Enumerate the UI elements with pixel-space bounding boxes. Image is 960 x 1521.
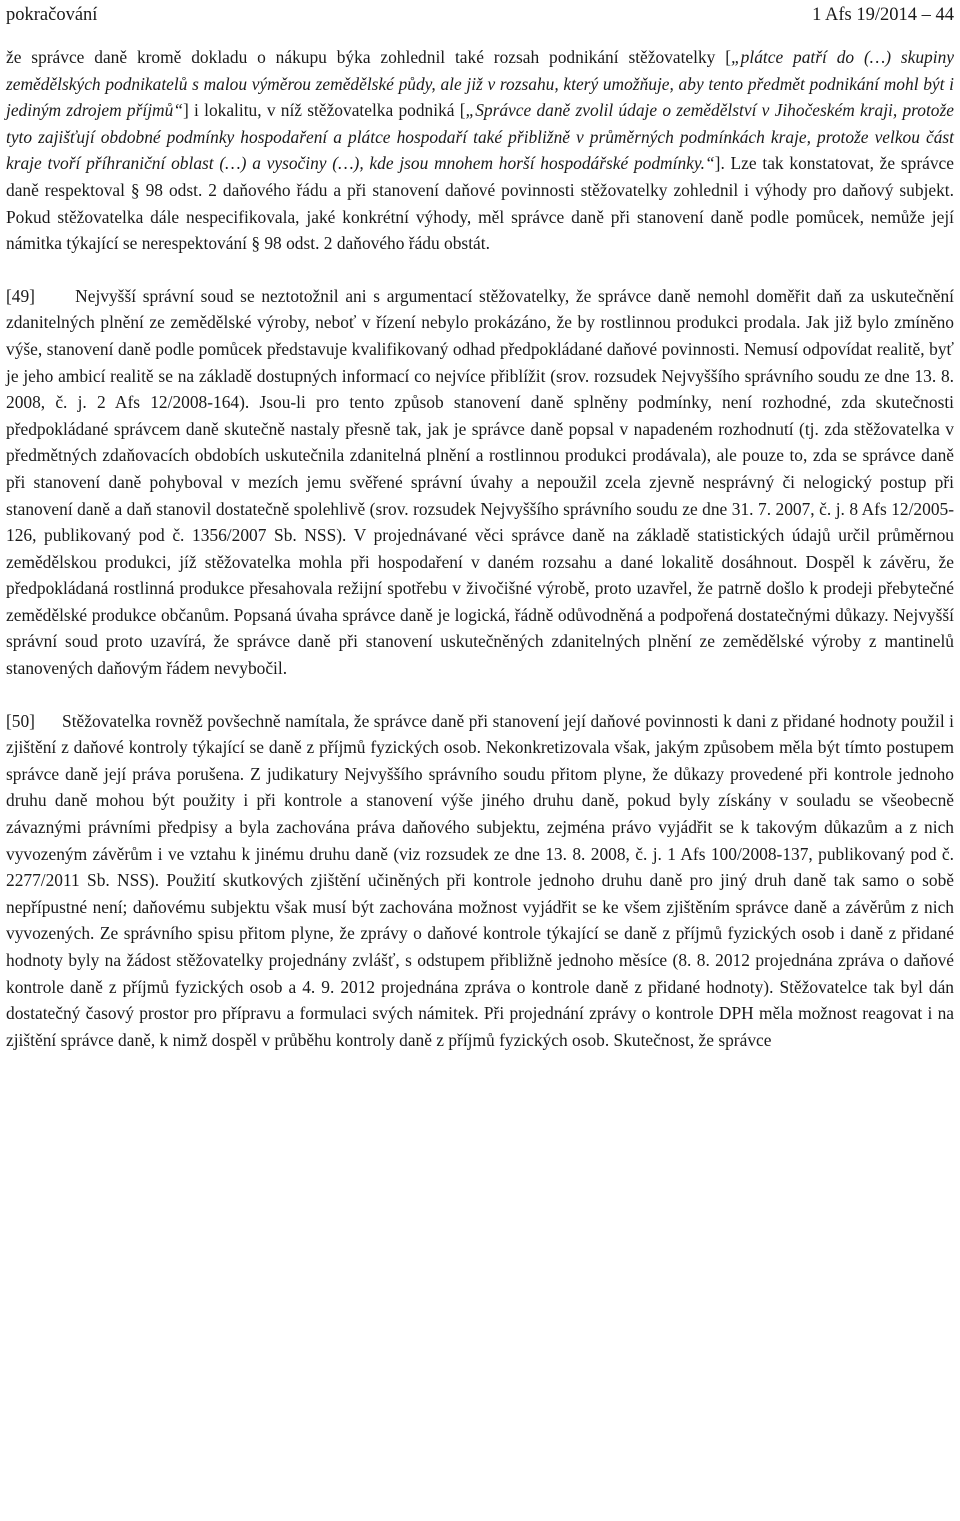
intro-text-1: že správce daně kromě dokladu o nákupu býka zohlednil také rozsah podnikání stěžovatelky [ [6, 47, 732, 67]
paragraph-number-49: [49] [6, 285, 35, 306]
intro-quote-1: „plátce patří do (…) skupiny zemědělských podnikatelů s malou výměrou zemědělské půdy, ale již v rozsahu, který umožňuje, aby tento předmět podnikání mohl být i jediným zdrojem příjmů“ [6, 47, 954, 121]
paragraph-50 [6, 708, 954, 1054]
header-case-number: 1 Afs 19/2014 – 44 [812, 5, 954, 25]
intro-text-3: ]. Lze tak konstatovat, že správce daně respektoval § 98 odst. 2 daňového řádu a při stanovení daňové povinnosti stěžovatelky zohlednil i výhody pro daňový subjekt. Pokud stěžovatelka dále nespecifikovala, jaké konkrétní výhody, měl správce daně při stanovení daně podle pomůcek, nemůže její námitka týkající se nerespektování § 98 odst. 2 daňového řádu obstát. [6, 153, 954, 254]
intro-quote-2: „Správce daně zvolil údaje o zemědělství v Jihočeském kraji, protože tyto zajišťují obdobné podmínky hospodaření a plátce hospodaří také přibližně v průměrných podmínkách kraje, protože velkou část kraje tvoří příhraniční oblast (…) a vysočiny (…), kde jsou mnohem horší hospodářské podmínky.“ [6, 100, 954, 174]
page-header [6, 0, 954, 30]
intro-text-2: ] i lokalitu, v níž stěžovatelka podniká [ [183, 100, 466, 121]
paragraph-49 [6, 283, 954, 682]
paragraph-50-text: Stěžovatelka rovněž povšechně namítala, že správce daně při stanovení její daňové povinnosti k dani z přidané hodnoty použil i zjištění z daňové kontroly týkající se daně z příjmů fyzických osob. Nekonkretizovala však, jakým způsobem měla být tímto postupem správce daně její práva porušena. Z judikatury Nejvyššího správního soudu přitom plyne, že důkazy provedené při kontrole jednoho druhu daně mohou být použity i při kontrole a stanovení výše jiného druhu daně, pokud byly získány v souladu se všeobecně závaznými právními předpisy a byla zachována práva daňového subjektu, zejména právo vyjádřit se k takovým důkazům a z nich vyvozeným závěrům i ve vztahu k jinému druhu daně (viz rozsudek ze dne 13. 8. 2008, č. j. 1 Afs 100/2008-137, publikovaný pod č. 2277/2011 Sb. NSS). Použití skutkových zjištění učiněných při kontrole jednoho druhu daně pro jiný druh daně tak samo o sobě nepřípustné není; daňovému subjektu však musí být zachována možnost vyjádřit se ke všem zjištěním správce daně a závěrům z nich vyvozených. Ze správního spisu přitom plyne, že zprávy o daňové kontrole týkající se daně z příjmů fyzických osob i daně z přidané hodnoty byly na žádost stěžovatelky projednány zvlášť, s odstupem přibližně jednoho měsíce (8. 8. 2012 projednána zpráva o daňové kontrole daně z příjmů fyzických osob a 4. 9. 2012 projednána zpráva o kontrole daně z přidané hodnoty). Stěžovatelce tak byl dán dostatečný časový prostor pro přípravu a formulaci svých námitek. Při projednání zprávy o kontrole DPH měla možnost reagovat i na zjištění správce daně, k nimž dospěl v průběhu kontroly daně z příjmů fyzických osob. Skutečnost, že správce [6, 710, 954, 1050]
header-continuation: pokračování [6, 5, 98, 25]
paragraph-49-text: Nejvyšší správní soud se neztotožnil ani s argumentací stěžovatelky, že správce daně nemohl doměřit daň za uskutečnění zdanitelných plnění ze zemědělské výroby, neboť v řízení nebylo prokázáno, že by rostlinnou produkci prodala. Jak již bylo zmíněno výše, stanovení daně podle pomůcek představuje kvalifikovaný odhad předpokládané daňové povinnosti. Nemusí odpovídat realitě, byť je jeho ambicí realitě se na základě dostupných informací co nejvíce přiblížit (srov. rozsudek Nejvyššího správního soudu ze dne 13. 8. 2008, č. j. 2 Afs 12/2008-164). Jsou-li pro tento způsob stanovení daně splněny podmínky, není rozhodné, zda skutečnosti předpokládané správcem daně skutečně nastaly přesně tak, jak je správce daně popsal v napadeném rozhodnutí (tj. zda stěžovatelka v předmětných zdaňovacích obdobích uskutečnila zdanitelná plnění a rostlinnou produkci prodávala), ale pouze to, zda se správce daně při stanovení daně pohyboval v mezích jemu svěřené správní úvahy a nepoužil zcela zjevně nesprávný či nelogický postup při stanovení daně a daň stanovil dostatečně spolehlivě (srov. rozsudek Nejvyššího správního soudu ze dne 31. 7. 2007, č. j. 8 Afs 12/2005-126, publikovaný pod č. 1356/2007 Sb. NSS). V projednávané věci správce daně na základě statistických údajů určil průměrnou zemědělskou produkci, jíž stěžovatelka mohla při hospodaření v daném rozsahu a dané lokalitě dosáhnout. Dospěl k závěru, že předpokládaná rostlinná produkce přesahovala režijní spotřebu v živočišné výrobě, proto uzavřel, že patrně došlo k prodeji přebytečné zemědělské produkce občanům. Popsaná úvaha správce daně je logická, řádně odůvodněná a podpořená dostatečnými důkazy. Nejvyšší správní soud proto uzavírá, že správce daně při stanovení uskutečněných zdanitelných plnění ze zemědělské výroby z mantinelů stanovených daňovým řádem nevybočil. [6, 285, 954, 679]
paragraph-intro [6, 44, 954, 257]
paragraph-number-50: [50] [6, 710, 35, 731]
